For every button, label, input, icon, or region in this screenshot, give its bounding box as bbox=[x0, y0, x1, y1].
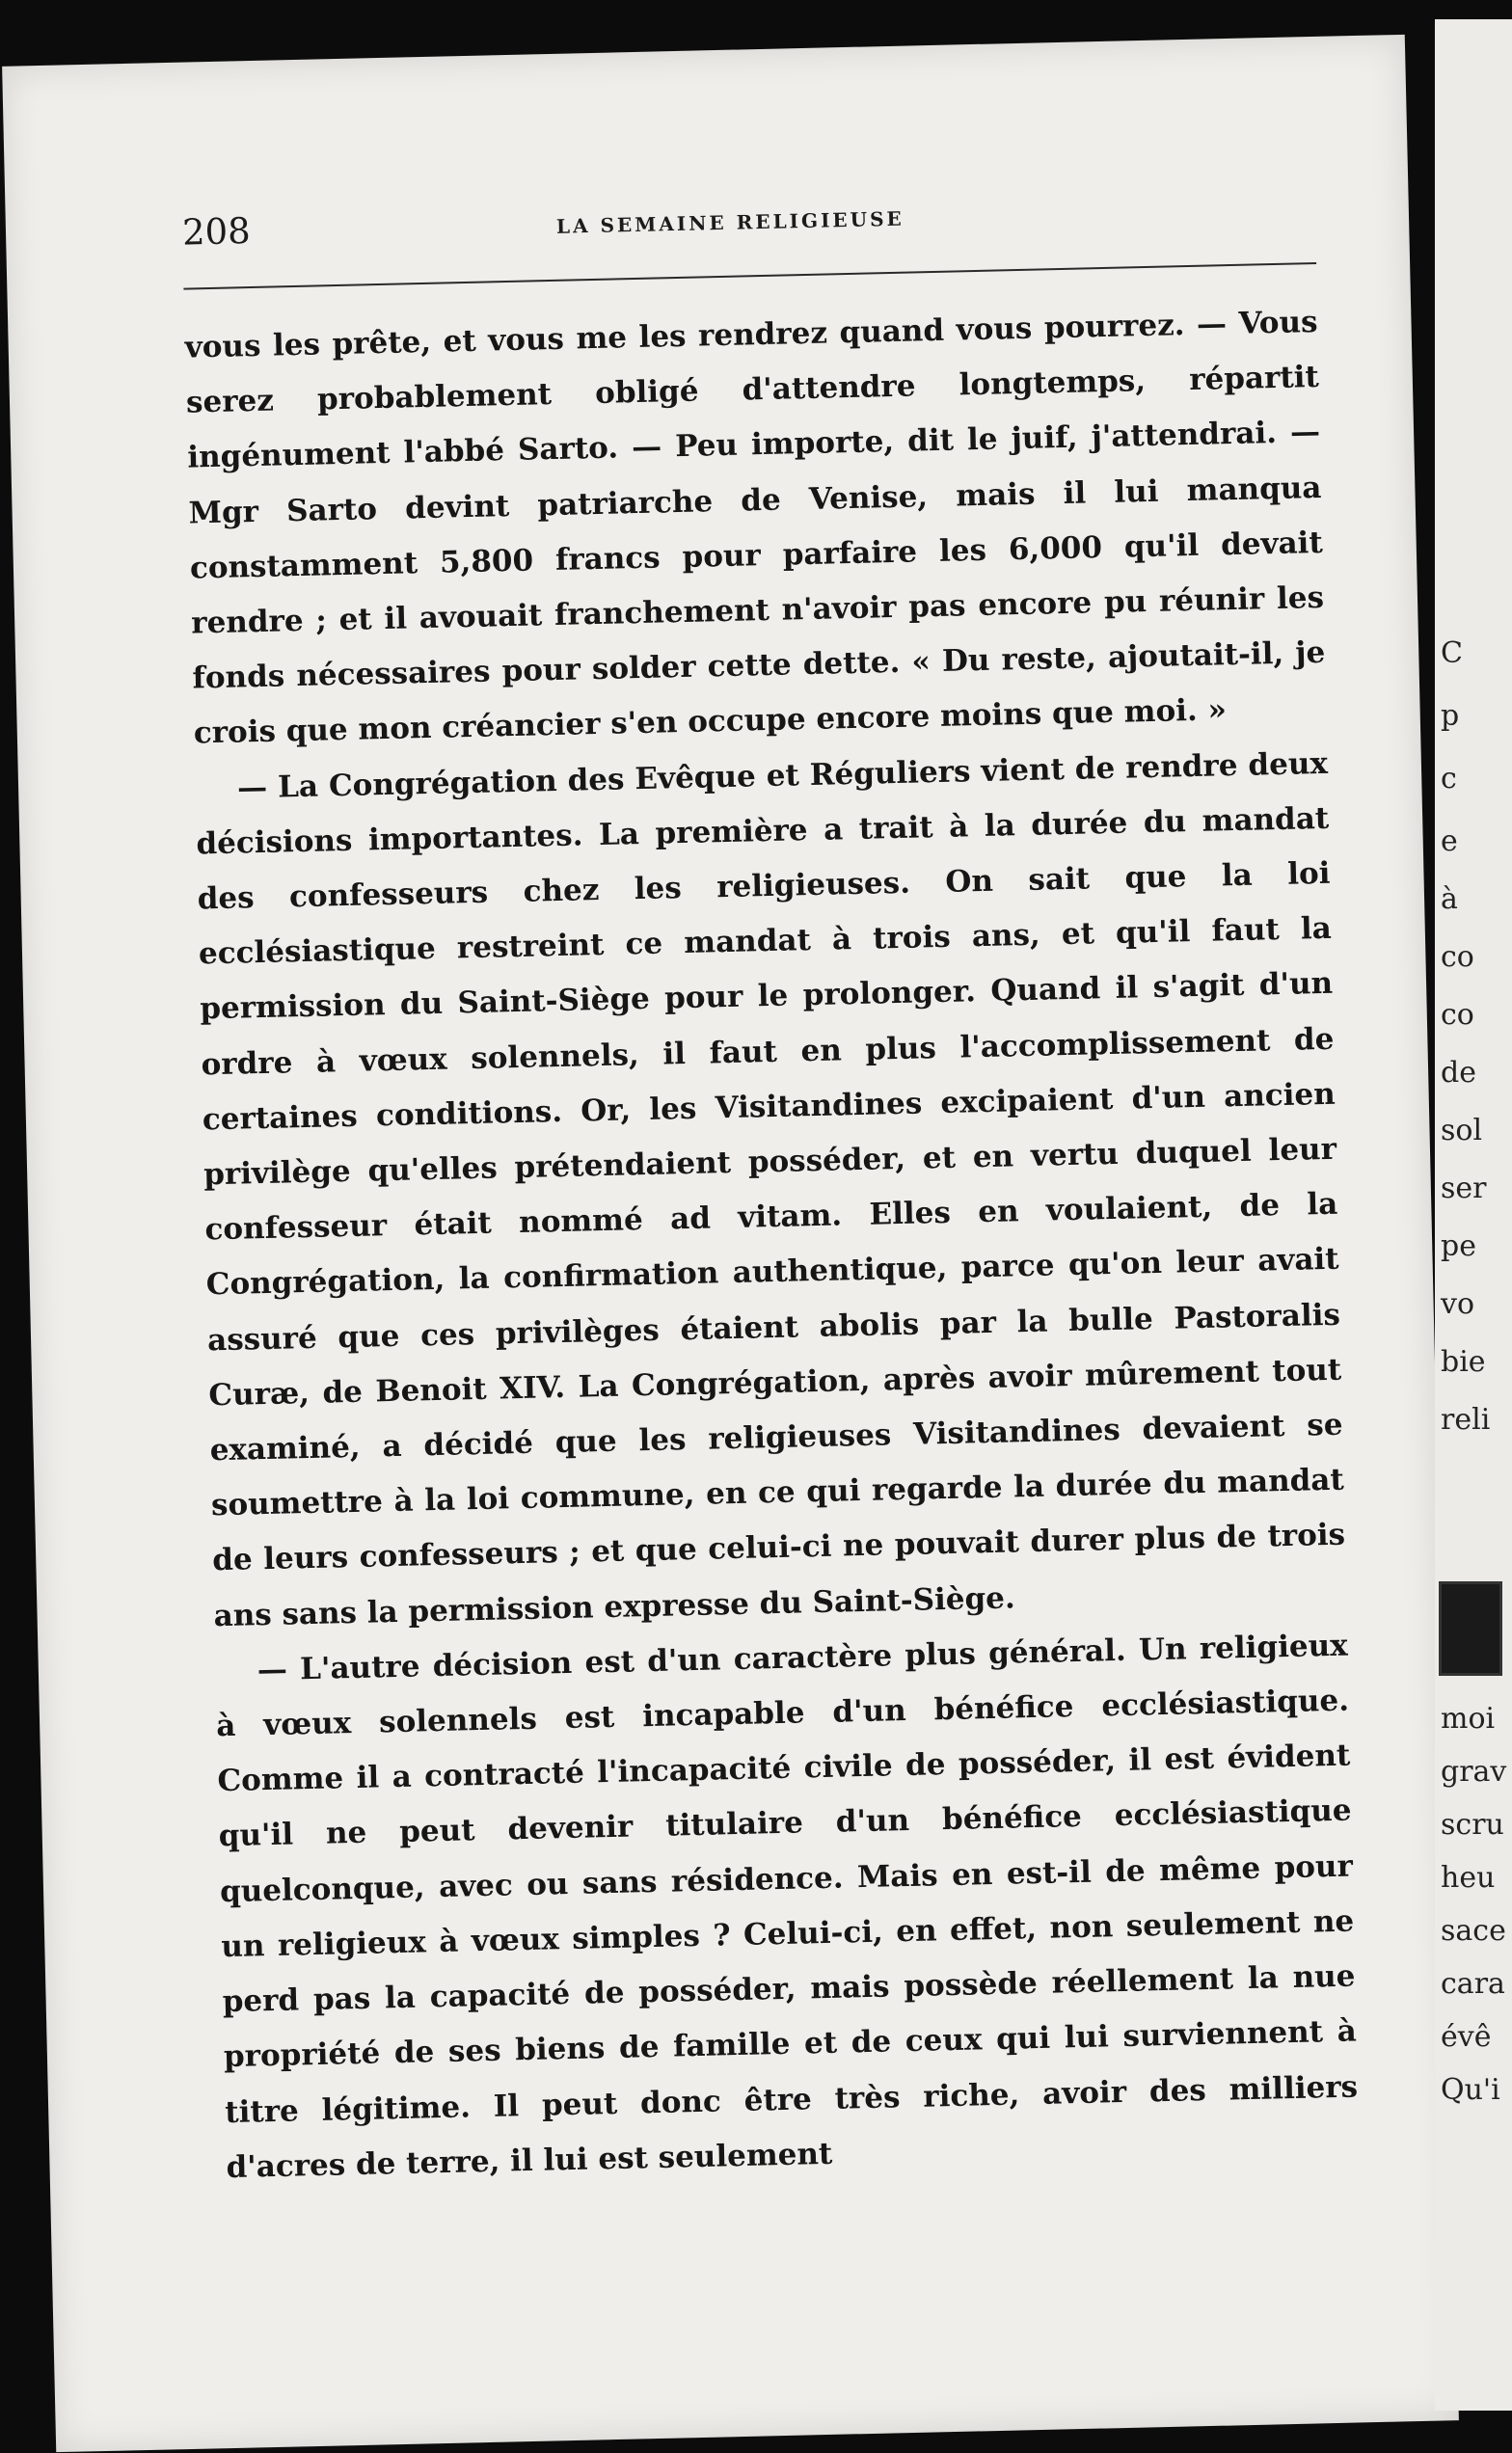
facing-fragment: co bbox=[1441, 998, 1474, 1032]
paragraph: vous les prête, et vous me les rendrez quand vous pourrez. — Vous serez probablement obligé d'attendre longtemps, répartit ingénument l'abbé Sarto. — Peu importe, dit le juif, j'attendrai. — Mgr Sarto devint patriarche de Venise, mais il lui manqua constamment 5,800 francs pour parfaire les 6,000 qu'il devait rendre ; et il avouait franchement n'avoir pas encore pu réunir les fonds nécessaires pour solder cette dette. « Du reste, ajoutait-il, je crois que mon créancier s'en occupe encore moins que moi. » bbox=[184, 304, 1326, 751]
book-page bbox=[2, 35, 1459, 2452]
facing-fragment: c bbox=[1441, 762, 1457, 795]
facing-fragment: sol bbox=[1441, 1114, 1483, 1147]
facing-fragment: scru bbox=[1441, 1808, 1504, 1842]
paragraph: — L'autre décision est d'un caractère plus général. Un religieux à vœux solennels est incapable d'un bénéfice ecclésiastique. Comme il a contracté l'incapacité civile de posséder, il est évident qu'il ne peut devenir titulaire d'un bénéfice ecclésiastique quelconque, avec ou sans résidence. Mais en est-il de même pour un religieux à vœux simples ? Celui-ci, en effet, non seulement ne perd pas la capacité de posséder, mais possède réellement la nue propriété de ses biens de famille et de ceux qui lui surviennent à titre légitime. Il peut donc être très riche, avoir des milliers d'acres de terre, il lui est seulement bbox=[215, 1628, 1359, 2185]
facing-fragment: cara bbox=[1441, 1967, 1505, 2001]
facing-fragment: pe bbox=[1441, 1229, 1476, 1263]
facing-fragment: moi bbox=[1441, 1702, 1496, 1736]
running-title: LA SEMAINE RELIGIEUSE bbox=[555, 206, 905, 238]
facing-fragment: grav bbox=[1441, 1755, 1507, 1789]
facing-page-edge bbox=[1435, 19, 1512, 2411]
facing-fragment: C bbox=[1441, 636, 1463, 670]
facing-fragment: co bbox=[1441, 940, 1474, 974]
facing-fragment: heu bbox=[1441, 1861, 1496, 1895]
paragraph: — La Congrégation des Evêque et Réguliers vient de rendre deux décisions importantes. La première a trait à la durée du mandat des confesseurs chez les religieuses. On sait que la loi ecclésiastique restreint ce mandat à trois ans, et qu'il faut la permission du Saint-Siège pour le prolonger. Quand il s'agit d'un ordre à vœux solennels, il faut en plus l'accomplissement de certaines conditions. Or, les Visitandines excipaient d'un ancien privilège qu'elles prétendaient posséder, et en vertu duquel leur confesseur était nommé ad vitam. Elles en voulaient, de la Congrégation, la confirmation authentique, parce qu'on leur avait assuré que ces privilèges étaient abolis par la bulle Pastoralis Curæ, de Benoit XIV. La Congrégation, après avoir mûrement tout examiné, a décidé que les religieuses Visitandines devaient se soumettre à la loi commune, en ce qui regarde la durée du mandat de leurs confesseurs ; et que celui-ci ne pouvait durer plus de trois ans sans la permission expresse du Saint-Siège. bbox=[196, 745, 1346, 1633]
page-number: 208 bbox=[181, 210, 252, 254]
body-text bbox=[184, 295, 1360, 2196]
facing-fragment: e bbox=[1441, 824, 1458, 858]
drop-cap-ornament bbox=[1439, 1581, 1502, 1676]
facing-fragment: vo bbox=[1441, 1287, 1475, 1321]
facing-fragment: sace bbox=[1441, 1914, 1506, 1948]
facing-fragment: ser bbox=[1441, 1172, 1487, 1205]
facing-fragment: Qu'i bbox=[1441, 2073, 1500, 2107]
facing-fragment: p bbox=[1441, 699, 1460, 733]
facing-fragment: évê bbox=[1441, 2020, 1492, 2054]
facing-fragment: reli bbox=[1441, 1403, 1491, 1437]
facing-fragment: bie bbox=[1441, 1345, 1486, 1379]
facing-fragment: à bbox=[1441, 882, 1458, 916]
facing-fragment: de bbox=[1441, 1056, 1476, 1090]
